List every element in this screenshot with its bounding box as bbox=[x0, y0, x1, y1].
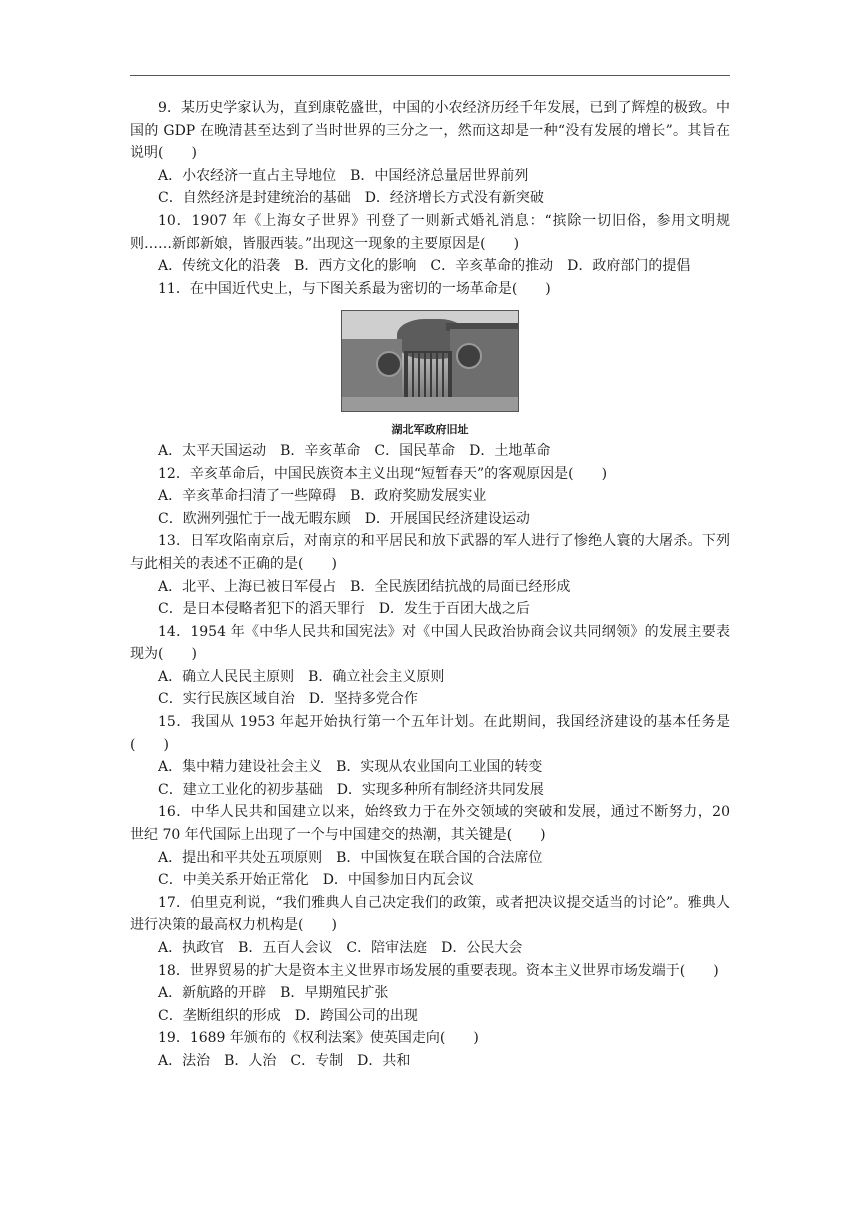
option-line: A．确立人民民主原则 B．确立社会主义原则 bbox=[158, 668, 445, 685]
option-line: C．建立工业化的初步基础 D．实现多种所有制经济共同发展 bbox=[158, 781, 544, 798]
question-stem: 16．中华人民共和国建立以来，始终致力于在外交领域的突破和发展，通过不断努力，20 世纪 70 年代国际上出现了一个与中国建交的热潮，其关键是( ) bbox=[130, 804, 730, 844]
question-11 bbox=[130, 278, 730, 463]
option-line: A．法治 B．人治 C．专制 D．共和 bbox=[158, 1052, 411, 1069]
question-15 bbox=[130, 711, 730, 801]
question-stem: 17．伯里克利说，“我们雅典人自己决定我们的政策，或者把决议提交适当的讨论”。雅典人进行决策的最高权力机构是( ) bbox=[130, 894, 730, 934]
option-line: C．实行民族区域自治 D．坚持多党合作 bbox=[158, 691, 418, 708]
question-14 bbox=[130, 621, 730, 711]
question-19 bbox=[130, 1027, 730, 1072]
hubei-military-government-photo bbox=[341, 310, 519, 412]
question-stem: 19．1689 年颁布的《权利法案》使英国走向( ) bbox=[158, 1030, 479, 1047]
question-9 bbox=[130, 97, 730, 210]
option-line: A．提出和平共处五项原则 B．中国恢复在联合国的合法席位 bbox=[158, 849, 543, 866]
question-stem: 14．1954 年《中华人民共和国宪法》对《中国人民政治协商会议共同纲领》的发展主要表现为( ) bbox=[130, 623, 730, 663]
option-line: A．太平天国运动 B．辛亥革命 C．国民革命 D．土地革命 bbox=[158, 442, 551, 459]
header-rule bbox=[130, 75, 730, 76]
question-list bbox=[130, 97, 730, 1073]
option-line: A．传统文化的沿袭 B．西方文化的影响 C．辛亥革命的推动 D．政府部门的提倡 bbox=[158, 258, 691, 275]
question-18 bbox=[130, 960, 730, 1028]
figure-caption: 湖北军政府旧址 bbox=[391, 422, 469, 436]
option-line: C．是日本侵略者犯下的滔天罪行 D．发生于百团大战之后 bbox=[158, 601, 530, 618]
question-stem: 10．1907 年《上海女子世界》刊登了一则新式婚礼消息：“摈除一切旧俗，参用文明规则……新郎新娘，皆服西装。”出现这一现象的主要原因是( ) bbox=[130, 212, 730, 252]
option-line: A．小农经济一直占主导地位 B．中国经济总量居世界前列 bbox=[158, 167, 529, 184]
option-line: A．新航路的开辟 B．早期殖民扩张 bbox=[158, 985, 389, 1002]
question-13 bbox=[130, 530, 730, 620]
question-12 bbox=[130, 463, 730, 531]
question-stem: 9．某历史学家认为，直到康乾盛世，中国的小农经济历经千年发展，已到了辉煌的极致。中国的 GDP 在晚清甚至达到了当时世界的三分之一，然而这却是一种“没有发展的增长”。其旨在说明( ) bbox=[130, 100, 730, 162]
question-stem: 13．日军攻陷南京后，对南京的和平居民和放下武器的军人进行了惨绝人寰的大屠杀。下列与此相关的表述不正确的是( ) bbox=[130, 533, 730, 572]
question-stem: 15．我国从 1953 年起开始执行第一个五年计划。在此期间，我国经济建设的基本任务是( ) bbox=[130, 714, 730, 753]
option-line: A．北平、上海已被日军侵占 B．全民族团结抗战的局面已经形成 bbox=[158, 578, 571, 595]
question-10 bbox=[130, 210, 730, 278]
option-line: C．自然经济是封建统治的基础 D．经济增长方式没有新突破 bbox=[158, 190, 544, 207]
question-stem: 11．在中国近代史上，与下图关系最为密切的一场革命是( ) bbox=[158, 280, 551, 297]
question-stem: 12．辛亥革命后，中国民族资本主义出现“短暂春天”的客观原因是( ) bbox=[158, 465, 608, 482]
option-line: A．集中精力建设社会主义 B．实现从农业国向工业国的转变 bbox=[158, 759, 543, 776]
question-16 bbox=[130, 801, 730, 891]
option-line: A．执政官 B．五百人会议 C．陪审法庭 D．公民大会 bbox=[158, 940, 523, 956]
option-line: C．欧洲列强忙于一战无暇东顾 D．开展国民经济建设运动 bbox=[158, 510, 530, 527]
option-line: C．中美关系开始正常化 D．中国参加日内瓦会议 bbox=[158, 872, 474, 889]
option-line: A．辛亥革命扫清了一些障碍 B．政府奖励发展实业 bbox=[158, 488, 487, 505]
question-17 bbox=[130, 892, 730, 960]
question-stem: 18．世界贸易的扩大是资本主义世界市场发展的重要表现。资本主义世界市场发端于( ) bbox=[158, 962, 719, 979]
figure bbox=[130, 310, 730, 438]
option-line: C．垄断组织的形成 D．跨国公司的出现 bbox=[158, 1007, 418, 1024]
